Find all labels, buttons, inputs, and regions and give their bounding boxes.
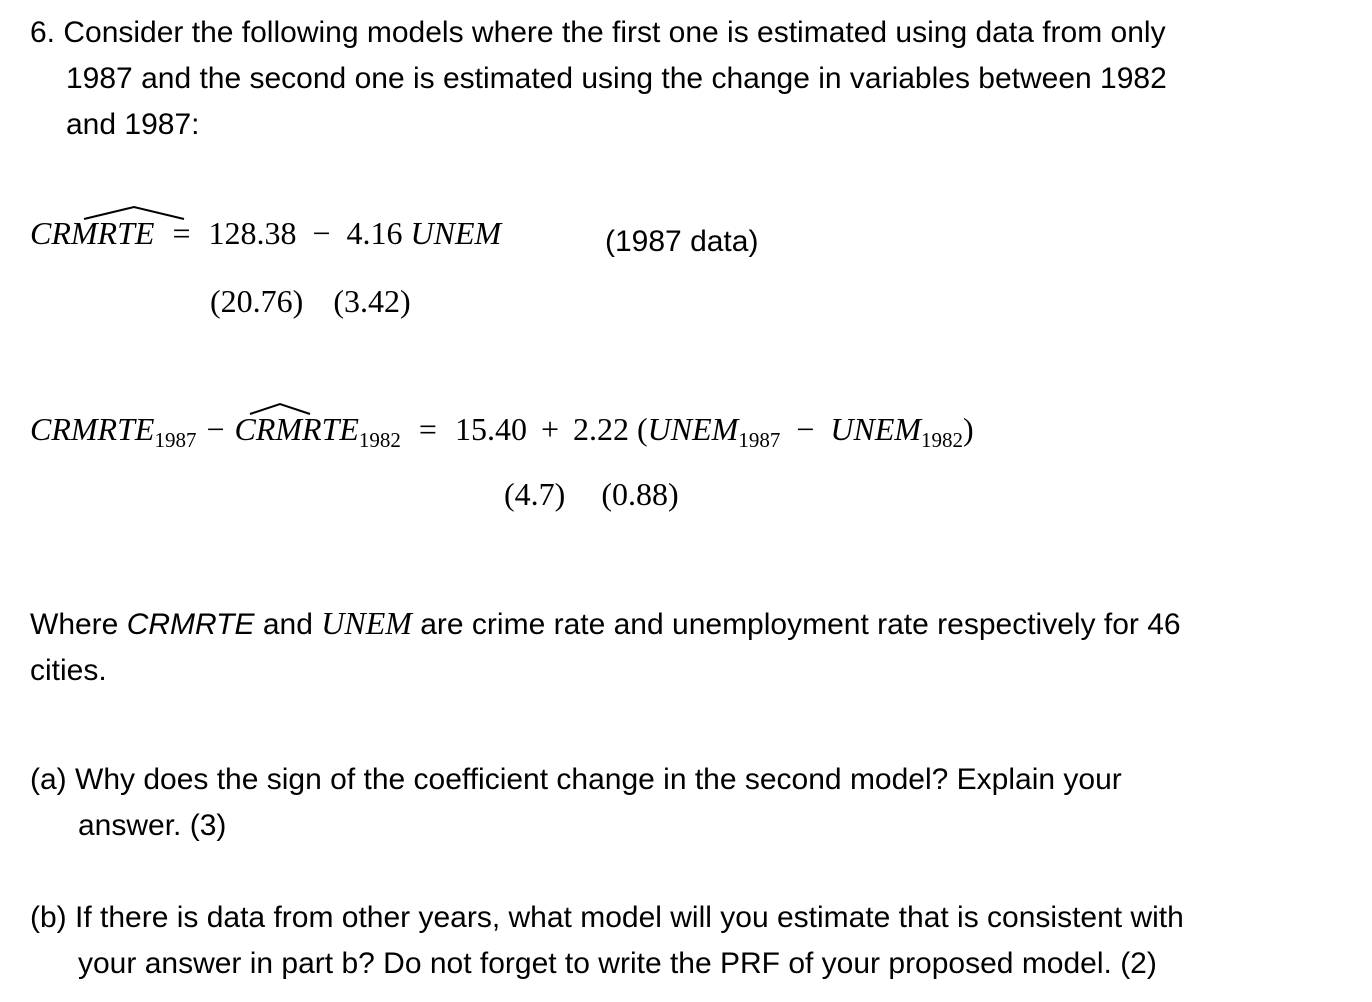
- equation-2-lhs-term-2: CRMRTE: [234, 411, 359, 447]
- equation-1-se-intercept: (20.76): [210, 283, 304, 319]
- equation-2-close-paren: ): [963, 411, 974, 447]
- equation-2-rhs-term-1: UNEM: [647, 411, 739, 447]
- hat-accent-icon: [82, 205, 186, 221]
- equation-2-equals: =: [418, 411, 437, 447]
- equation-1-minus: −: [312, 215, 331, 251]
- variable-definition: [30, 600, 1350, 694]
- question-stem-line-2: 1987 and the second one is estimated using the change in variables between 1982: [66, 62, 1167, 95]
- equation-1-coef: 4.16: [346, 215, 403, 251]
- definition-rest: are crime rate and unemployment rate respectively for 46: [420, 608, 1181, 641]
- definition-and: and: [262, 608, 313, 641]
- equation-2-se-intercept: (4.7): [504, 476, 566, 512]
- equation-2-coef: 2.22: [573, 411, 630, 447]
- part-a-line-1: (a) Why does the sign of the coefficient change in the second model? Explain your: [30, 763, 1122, 796]
- part-b-line-1: (b) If there is data from other years, what model will you estimate that is consistent with: [30, 901, 1184, 934]
- equation-1-note: (1987 data): [605, 225, 759, 258]
- question-stem-line-1: 6. Consider the following models where the first one is estimated using data from only: [30, 16, 1166, 49]
- equation-1-lhs: CRMRTE: [30, 215, 155, 251]
- definition-var-1: CRMRTE: [126, 608, 255, 641]
- equation-2-lhs-sub-1: 1987: [154, 428, 197, 452]
- equation-2-rhs-sub-1: 1987: [738, 428, 781, 452]
- equation-2-se-coef: (0.88): [601, 476, 679, 512]
- equation-2: [30, 411, 974, 452]
- definition-line-2: cities.: [30, 654, 107, 687]
- equation-2-lhs-sub-2: 1982: [358, 428, 401, 452]
- equation-2-standard-errors: [504, 476, 679, 513]
- part-a: [30, 757, 1350, 849]
- equation-2-lhs-minus: −: [206, 411, 225, 447]
- equation-1-standard-errors: [210, 283, 411, 320]
- part-a-line-2: answer. (3): [78, 809, 227, 842]
- part-b: [30, 895, 1350, 987]
- definition-var-2: UNEM: [321, 605, 412, 641]
- equation-2-lhs-term-1: CRMRTE: [30, 411, 155, 447]
- equation-2-rhs-term-2: UNEM: [830, 411, 922, 447]
- question-stem-line-3: and 1987:: [66, 108, 200, 141]
- equation-1-equals: =: [172, 215, 191, 251]
- equation-1-intercept: 128.38: [208, 215, 297, 251]
- equation-2-plus: +: [540, 411, 560, 447]
- question-stem: [30, 10, 1350, 148]
- definition-where: Where: [30, 608, 119, 641]
- part-b-line-2: your answer in part b? Do not forget to write the PRF of your proposed model. (2): [78, 947, 1157, 980]
- equation-2-rhs-minus: −: [796, 411, 815, 447]
- equation-1: [30, 215, 501, 252]
- equation-1-var: UNEM: [410, 215, 502, 251]
- equation-2-open-paren: (: [637, 411, 648, 447]
- equation-1-se-coef: (3.42): [333, 283, 411, 319]
- equation-2-intercept: 15.40: [454, 411, 527, 447]
- hat-accent-icon: [248, 402, 312, 416]
- equation-2-rhs-sub-2: 1982: [921, 428, 964, 452]
